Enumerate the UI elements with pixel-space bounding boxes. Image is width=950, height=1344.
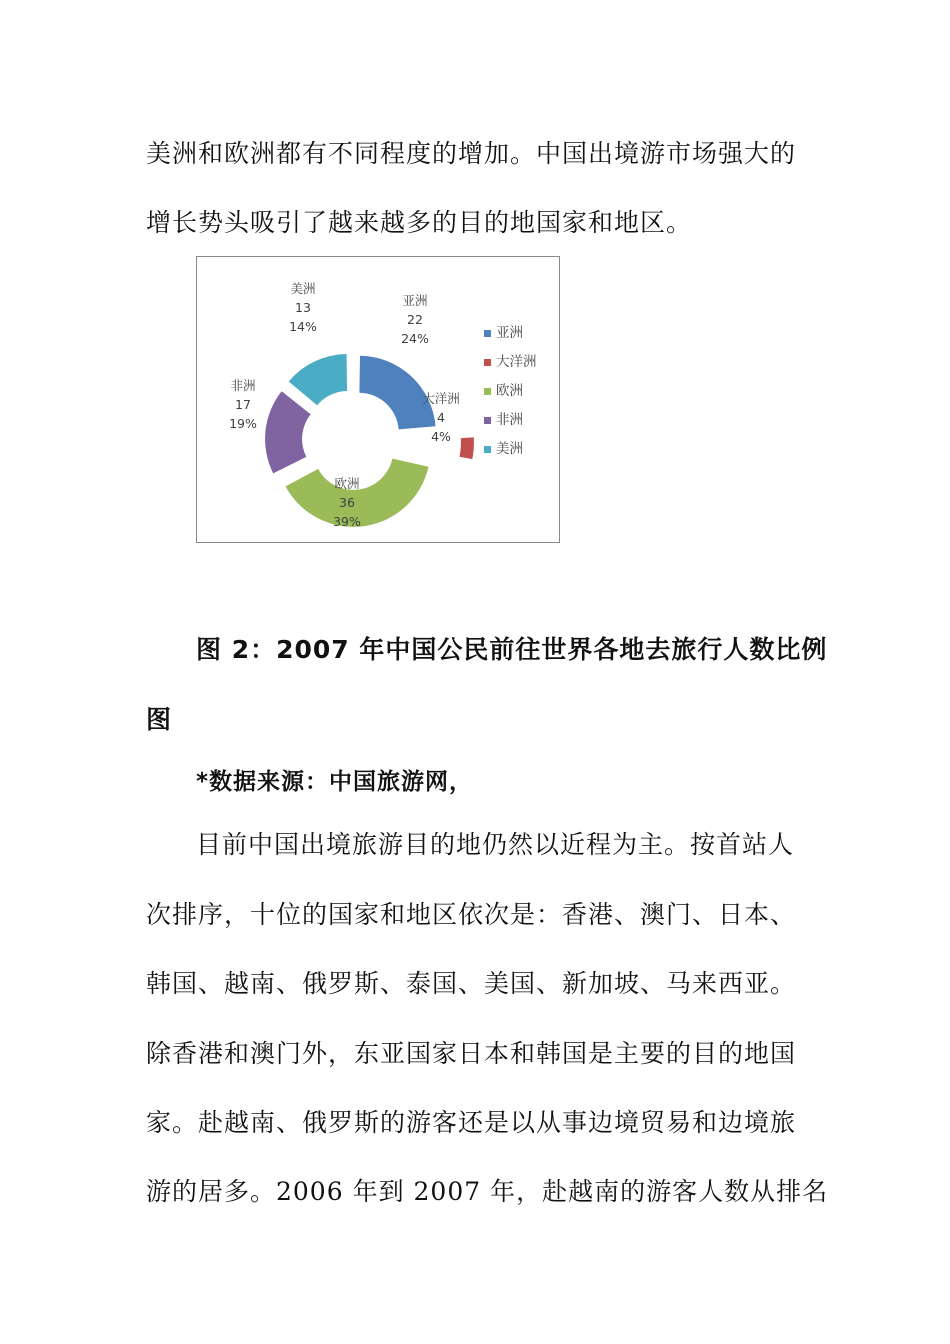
slice-label-name: 亚洲 <box>402 293 428 308</box>
slice-label-percent: 14% <box>289 319 317 334</box>
legend-label: 大洋洲 <box>496 354 537 370</box>
legend-swatch <box>484 359 491 366</box>
legend-swatch <box>484 446 491 453</box>
figure-caption: 图 2：2007 年中国公民前往世界各地去旅行人数比例 <box>196 635 828 664</box>
figure-caption-continued: 图 <box>146 705 173 734</box>
slice-label-value: 22 <box>407 312 423 327</box>
slice-label-percent: 19% <box>229 416 257 431</box>
data-source: *数据来源：中国旅游网， <box>196 769 474 795</box>
slice-label-percent: 24% <box>401 331 429 346</box>
legend-swatch <box>484 330 491 337</box>
legend-swatch <box>484 417 491 424</box>
slice-label-value: 4 <box>437 410 445 425</box>
paragraph-line: 除香港和澳门外，东亚国家日本和韩国是主要的目的地国 <box>146 1039 797 1068</box>
slice-label-name: 美洲 <box>290 281 316 296</box>
slice-label-value: 17 <box>235 397 251 412</box>
pie-chart-svg <box>197 257 559 542</box>
slice-label-value: 36 <box>339 495 355 510</box>
paragraph-line: 次排序，十位的国家和地区依次是：香港、澳门、日本、 <box>146 900 797 929</box>
legend-swatch <box>484 388 491 395</box>
paragraph-line: 美洲和欧洲都有不同程度的增加。中国出境游市场强大的 <box>146 139 797 168</box>
pie-slice-2 <box>460 437 474 459</box>
legend-label: 欧洲 <box>496 383 523 399</box>
paragraph-line: 目前中国出境旅游目的地仍然以近程为主。按首站人 <box>196 830 795 859</box>
slice-label-value: 13 <box>295 300 311 315</box>
slice-label-percent: 4% <box>431 429 451 444</box>
slice-label-name: 欧洲 <box>334 476 360 491</box>
legend-label: 亚洲 <box>496 325 523 341</box>
pie-slice-4 <box>265 391 311 473</box>
pie-slice-5 <box>289 354 347 405</box>
slice-label-percent: 39% <box>333 514 361 529</box>
paragraph-line: 韩国、越南、俄罗斯、泰国、美国、新加坡、马来西亚。 <box>146 969 797 998</box>
paragraph-line: 增长势头吸引了越来越多的目的地国家和地区。 <box>146 208 693 237</box>
paragraph-line: 游的居多。2006 年到 2007 年，赴越南的游客人数从排名 <box>146 1177 829 1206</box>
legend-label: 非洲 <box>496 412 523 428</box>
legend-label: 美洲 <box>496 441 523 457</box>
paragraph-line: 家。赴越南、俄罗斯的游客还是以从事边境贸易和边境旅 <box>146 1108 797 1137</box>
slice-label-name: 大洋洲 <box>422 391 460 406</box>
pie-chart <box>196 256 560 543</box>
slice-label-name: 非洲 <box>230 378 256 393</box>
